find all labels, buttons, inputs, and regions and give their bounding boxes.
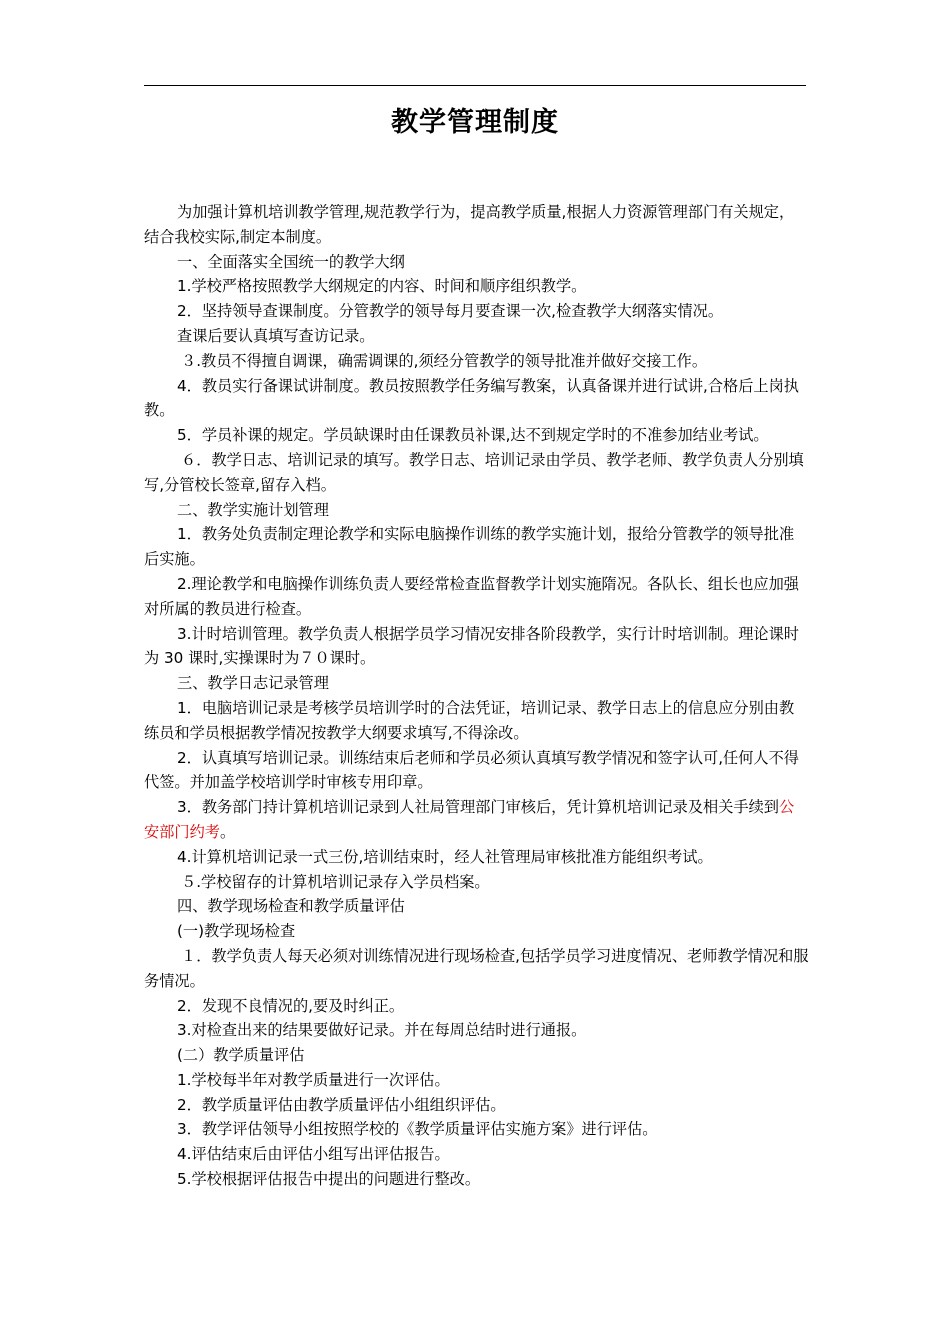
section-1-item-4: 4．教员实行备课试讲制度。教员按照教学任务编写教案，认真备课并进行试讲,合格后上岗执教。 [144,376,799,420]
highlighted-text: 公安部门约考 [144,798,795,841]
section-1-item-3: ３.教员不得擅自调课，确需调课的,须经分管教学的领导批准并做好交接工作。 [181,351,708,370]
document-body [144,200,809,1192]
intro-paragraph: 为加强计算机培训教学管理,规范教学行为，提高教学质量,根据人力资源管理部门有关规定，结合我校实际,制定本制度。 [144,203,795,246]
section-4-subheading-2: (二）教学质量评估 [177,1046,305,1065]
section-3-item-3-text: 3．教务部门持计算机培训记录到人社局管理部门审核后，凭计算机培训记录及相关手续到 [177,798,779,817]
section-4-heading: 四、教学现场检查和教学质量评估 [177,897,405,916]
section-1-item-5: 5．学员补课的规定。学员缺课时由任课教员补课,达不到规定学时的不准参加结业考试。 [177,426,769,445]
section-3-item-2: 2．认真填写培训记录。训练结束后老师和学员必须认真填写教学情况和签字认可,任何人不得代签。并加盖学校培训学时审核专用印章。 [144,748,799,792]
section-4-a-item-2: 2．发现不良情况的,要及时纠正。 [177,996,405,1015]
section-4-b-item-1: 1.学校每半年对教学质量进行一次评估。 [177,1070,450,1089]
section-3-item-5: ５.学校留存的计算机培训记录存入学员档案。 [181,872,490,891]
section-2-item-2: 2.理论教学和电脑操作训练负责人要经常检查监督教学计划实施隋况。各队长、组长也应加强对所属的教员进行检查。 [144,574,799,618]
section-1-item-1: 1.学校严格按照教学大纲规定的内容、时间和顺序组织教学。 [177,277,587,296]
section-4-b-item-4: 4.评估结束后由评估小组写出评估报告。 [177,1145,450,1164]
section-1-heading: 一、全面落实全国统一的教学大纲 [177,252,405,271]
section-2-item-3: 3.计时培训管理。教学负责人根据学员学习情况安排各阶段教学，实行计时培训制。理论课时为 30 课时,实操课时为７０课时。 [144,624,799,668]
section-3-item-3 [144,795,809,845]
section-2-heading: 二、教学实施计划管理 [177,500,329,519]
section-3-item-4: 4.计算机培训记录一式三份,培训结束时，经人社管理局审核批准方能组织考试。 [177,847,713,866]
section-1-item-2-continued: 查课后要认真填写查访记录。 [177,326,375,345]
section-4-b-item-5: 5.学校根据评估报告中提出的问题进行整改。 [177,1170,481,1189]
section-2-item-1: 1．教务处负责制定理论教学和实际电脑操作训练的教学实施计划，报给分管教学的领导批准后实施。 [144,525,795,569]
page-title: 教学管理制度 [391,107,559,138]
section-1-item-6: ６．教学日志、培训记录的填写。教学日志、培训记录由学员、教学老师、教学负责人分别填写,分管校长签章,留存入档。 [144,450,804,494]
header-rule [144,85,806,86]
section-4-a-item-1: １．教学负责人每天必须对训练情况进行现场检查,包括学员学习进度情况、老师教学情况和服务情况。 [144,946,809,990]
section-4-a-item-3: 3.对检查出来的结果要做好记录。并在每周总结时进行通报。 [177,1021,587,1040]
section-3-item-3-end: 。 [219,822,236,841]
section-1-item-2: 2．坚持领导查课制度。分管教学的领导每月要查课一次,检查教学大纲落实情况。 [177,302,724,321]
section-4-subheading-1: (一)教学现场检查 [177,922,296,941]
section-3-heading: 三、教学日志记录管理 [177,674,329,693]
section-3-item-1: 1．电脑培训记录是考核学员培训学时的合法凭证，培训记录、教学日志上的信息应分别由教练员和学员根据教学情况按教学大纲要求填写,不得涂改。 [144,698,795,742]
section-4-b-item-3: 3．教学评估领导小组按照学校的《教学质量评估实施方案》进行评估。 [177,1120,658,1139]
section-4-b-item-2: 2．教学质量评估由教学质量评估小组组织评估。 [177,1095,506,1114]
